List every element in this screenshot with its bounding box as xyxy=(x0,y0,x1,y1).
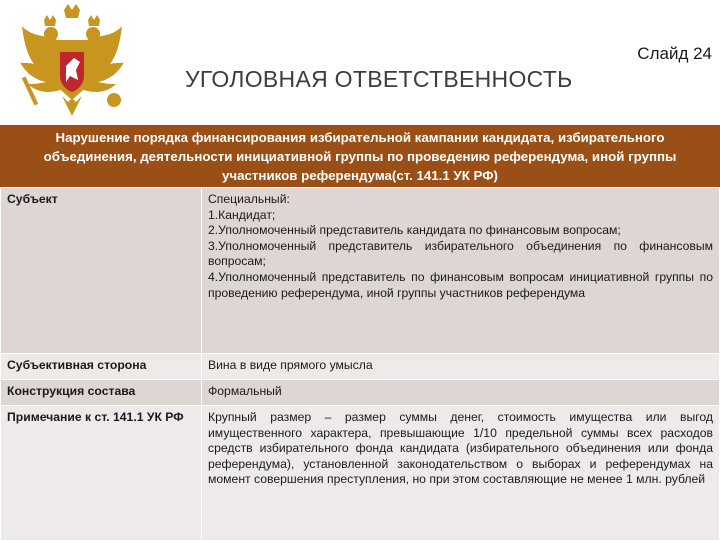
coat-of-arms-icon xyxy=(18,4,126,120)
slide-header xyxy=(0,0,720,125)
list-item: 2.Уполномоченный представитель кандидата по финансовым вопросам; xyxy=(208,223,621,238)
row-label: Примечание к ст. 141.1 УК РФ xyxy=(1,406,202,541)
list-item: 4.Уполномоченный представитель по финансовым вопросам инициативной группы по проведению референдума, иной группы участников референдума xyxy=(208,269,713,300)
list-item: 1.Кандидат; xyxy=(208,207,276,222)
row-value xyxy=(202,188,720,354)
table-row xyxy=(1,380,720,406)
list-item: Специальный: xyxy=(208,192,290,206)
row-value: Вина в виде прямого умысла xyxy=(202,354,720,380)
row-value: Формальный xyxy=(202,380,720,406)
slide-number: Слайд 24 xyxy=(637,44,712,63)
table-row xyxy=(1,354,720,380)
page-title: УГОЛОВНАЯ ОТВЕТСТВЕННОСТЬ xyxy=(185,66,573,92)
table-row xyxy=(1,406,720,541)
row-value: Крупный размер – размер суммы денег, стоимость имущества или выгод имущественного характера, превышающие 1/10 предельной суммы всех расходов средств избирательного фонда кандидата (избирательного объединения или фонда референдума), установленной законодательством о выборах и референдумах на момент совершения преступления, но при этом составляющие не менее 1 млн. рублей xyxy=(202,406,720,541)
article-banner xyxy=(0,125,720,187)
row-label: Конструкция состава xyxy=(1,380,202,406)
list-item: 3.Уполномоченный представитель избирательного объединения по финансовым вопросам; xyxy=(208,238,713,269)
row-label: Субъективная сторона xyxy=(1,354,202,380)
liability-table xyxy=(0,187,720,541)
banner-text: Нарушение порядка финансирования избирательной кампании кандидата, избирательного объединения, деятельности инициативной группы по проведению референдума, иной группы участников референдума(ст. 141.1 УК РФ) xyxy=(43,129,677,183)
table-row xyxy=(1,188,720,354)
row-label: Субъект xyxy=(1,188,202,354)
